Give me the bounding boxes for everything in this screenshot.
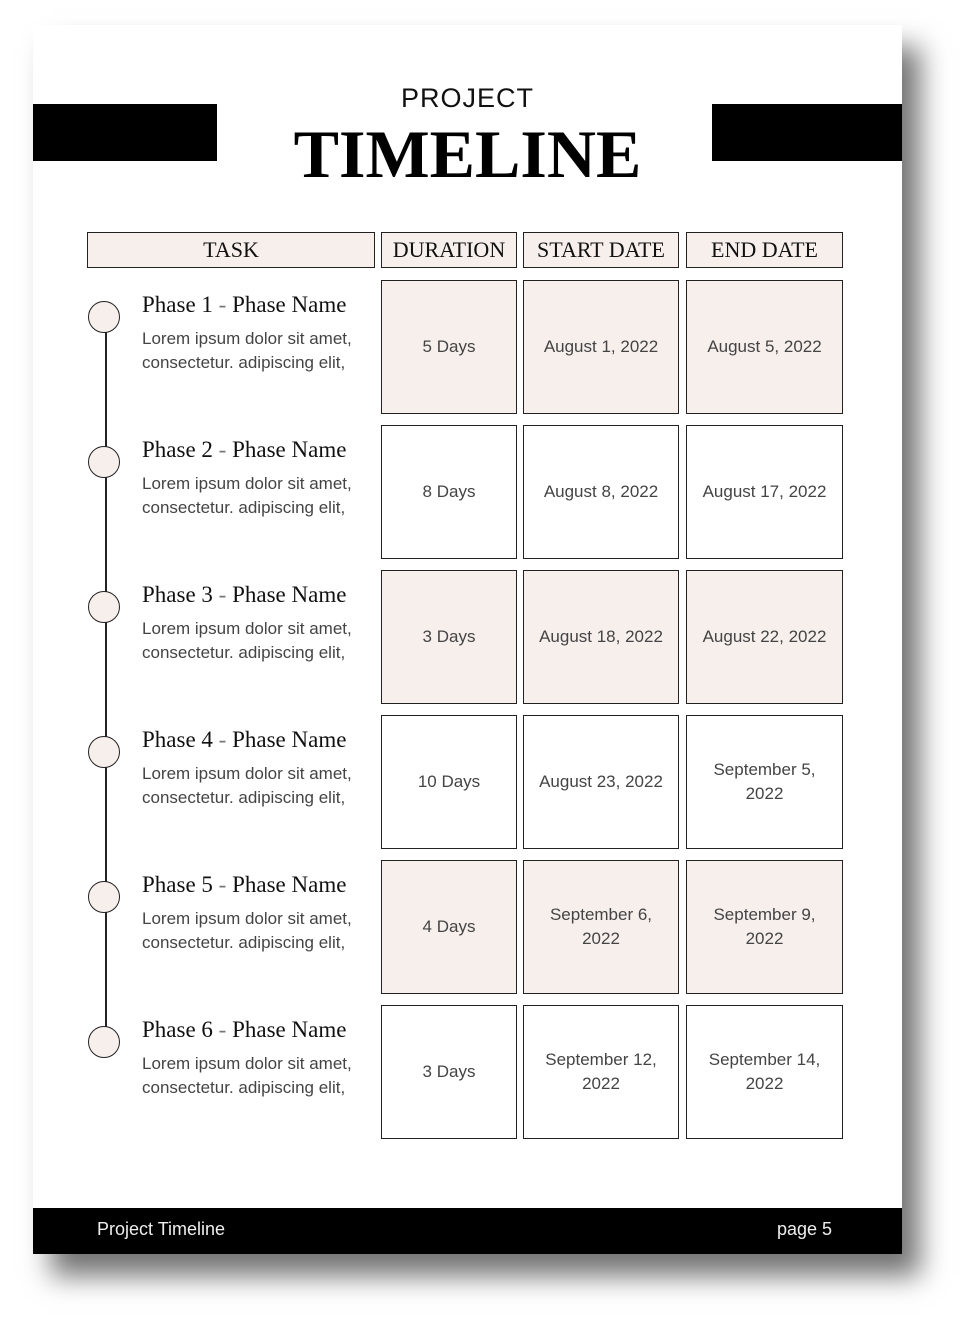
- phase-name: Phase Name: [232, 437, 347, 462]
- end-date-cell: September 5, 2022: [686, 715, 843, 849]
- phase-title: [142, 1017, 346, 1043]
- phase-title: [142, 292, 346, 318]
- timeline-dot: [88, 881, 120, 913]
- duration-cell: 3 Days: [381, 1005, 517, 1139]
- phase-name: Phase Name: [232, 872, 347, 897]
- column-header-end-date: END DATE: [686, 232, 843, 268]
- phase-description: Lorem ipsum dolor sit amet, consectetur. adipiscing elit,: [142, 764, 352, 807]
- phase-separator: -: [212, 727, 233, 752]
- phase-name: Phase Name: [232, 1017, 347, 1042]
- phase-title: [142, 582, 346, 608]
- start-date-cell: September 6, 2022: [523, 860, 679, 994]
- duration-cell: 4 Days: [381, 860, 517, 994]
- phase-separator: -: [212, 1017, 233, 1042]
- timeline-dot: [88, 446, 120, 478]
- phase-name: Phase Name: [232, 582, 347, 607]
- timeline-dot: [88, 1026, 120, 1058]
- column-header-duration: DURATION: [381, 232, 517, 268]
- timeline-dot: [88, 591, 120, 623]
- phase-title: [142, 437, 346, 463]
- timeline-line: [105, 318, 107, 1043]
- page-title: TIMELINE: [293, 116, 642, 192]
- column-header-start-date: START DATE: [523, 232, 679, 268]
- duration-cell: 10 Days: [381, 715, 517, 849]
- phase-number: Phase 3: [142, 582, 213, 607]
- phase-description: Lorem ipsum dolor sit amet, consectetur. adipiscing elit,: [142, 474, 352, 517]
- title-kicker: PROJECT: [400, 83, 534, 113]
- duration-cell: 8 Days: [381, 425, 517, 559]
- start-date-cell: August 23, 2022: [523, 715, 679, 849]
- timeline-dot: [88, 736, 120, 768]
- phase-separator: -: [212, 292, 233, 317]
- phase-separator: -: [212, 872, 233, 897]
- phase-number: Phase 2: [142, 437, 213, 462]
- end-date-cell: September 14, 2022: [686, 1005, 843, 1139]
- phase-number: Phase 5: [142, 872, 213, 897]
- phase-number: Phase 1: [142, 292, 213, 317]
- phase-description: Lorem ipsum dolor sit amet, consectetur. adipiscing elit,: [142, 619, 352, 662]
- page-number: page 5: [776, 1219, 832, 1239]
- phase-title: [142, 872, 346, 898]
- phase-title: [142, 727, 346, 753]
- phase-description: Lorem ipsum dolor sit amet, consectetur. adipiscing elit,: [142, 1054, 352, 1097]
- start-date-cell: August 1, 2022: [523, 280, 679, 414]
- column-header-task: TASK: [87, 232, 375, 268]
- end-date-cell: September 9, 2022: [686, 860, 843, 994]
- phase-description: Lorem ipsum dolor sit amet, consectetur. adipiscing elit,: [142, 909, 352, 952]
- timeline-dot: [88, 301, 120, 333]
- footer-bar: [33, 1208, 902, 1254]
- end-date-cell: August 22, 2022: [686, 570, 843, 704]
- phase-name: Phase Name: [232, 727, 347, 752]
- phase-description: Lorem ipsum dolor sit amet, consectetur. adipiscing elit,: [142, 329, 352, 372]
- phase-number: Phase 4: [142, 727, 213, 752]
- duration-cell: 5 Days: [381, 280, 517, 414]
- duration-cell: 3 Days: [381, 570, 517, 704]
- phase-number: Phase 6: [142, 1017, 213, 1042]
- phase-separator: -: [212, 582, 233, 607]
- end-date-cell: August 17, 2022: [686, 425, 843, 559]
- start-date-cell: September 12, 2022: [523, 1005, 679, 1139]
- start-date-cell: August 8, 2022: [523, 425, 679, 559]
- phase-separator: -: [212, 437, 233, 462]
- end-date-cell: August 5, 2022: [686, 280, 843, 414]
- footer-title: Project Timeline: [97, 1219, 226, 1239]
- start-date-cell: August 18, 2022: [523, 570, 679, 704]
- phase-name: Phase Name: [232, 292, 347, 317]
- document-page: [33, 25, 902, 1254]
